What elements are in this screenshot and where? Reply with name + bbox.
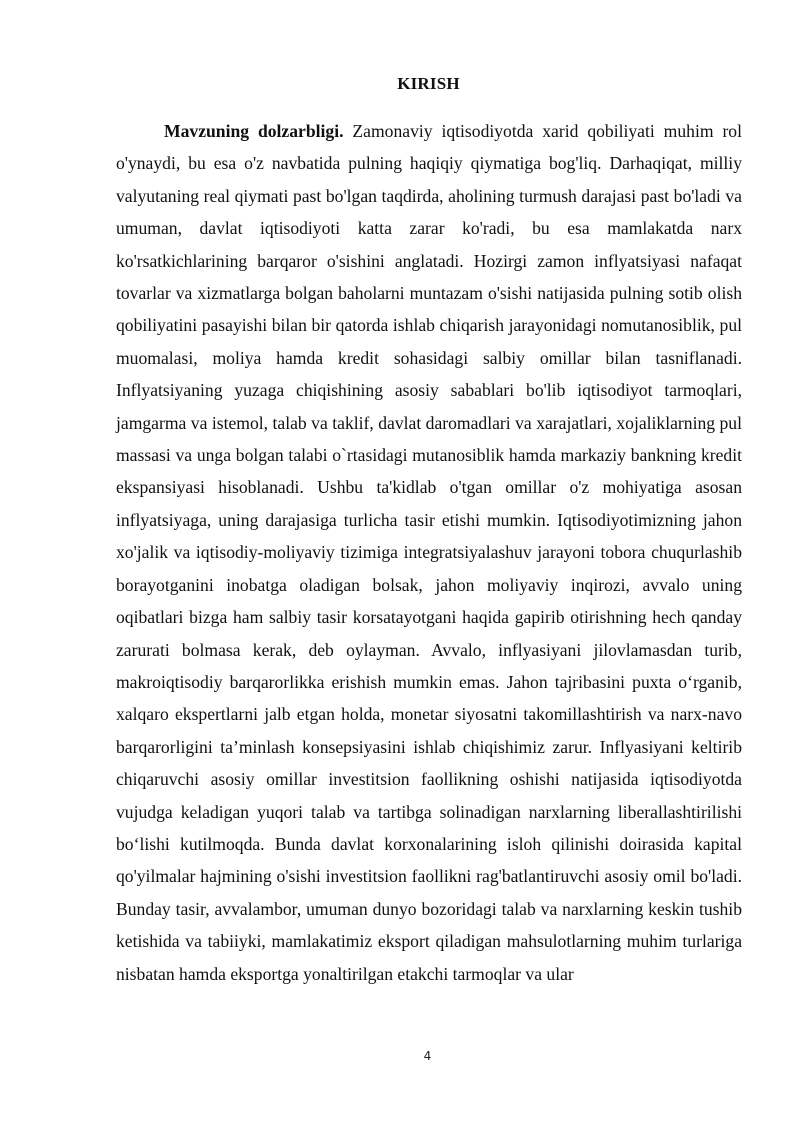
page-title: KIRISH	[397, 74, 460, 93]
paragraph-lead: Mavzuning dolzarbligi.	[164, 121, 344, 141]
page-number: 4	[423, 1049, 432, 1063]
paragraph-body: Zamonaviy iqtisodiyotda xarid qobiliyati muhim rol o'ynaydi, bu esa o'z navbatida pulning haqiqiy qiymatiga bog'liq. Darhaqiqat, milliy valyutaning real qiymati past bo'lgan taqdirda, aholining turmush darajasi past bo'ladi va umuman, davlat iqtisodiyoti katta zarar ko'radi, bu esa mamlakatda narx ko'rsatkichlarining barqaror o'sishini anglatadi. Hozirgi zamon inflyatsiyasi nafaqat tovarlar va xizmatlarga bolgan baholarni muntazam o'sishi natijasida pulning sotib olish qobiliyatini pasayishi bilan bir qatorda ishlab chiqarish jarayonidagi nomutanosiblik, pul muomalasi, moliya hamda kredit sohasidagi salbiy omillar bilan tasniflanadi. Inflyatsiyaning yuzaga chiqishining asosiy sabablari bo'lib iqtisodiyot tarmoqlari, jamgarma va istemol, talab va taklif, davlat daromadlari va xarajatlari, xojaliklarning pul massasi va unga bolgan talabi o`rtasidagi mutanosiblik hamda markaziy bankning kredit ekspansiyasi hisoblanadi. Ushbu ta'kidlab o'tgan omillar o'z mohiyatiga asosan inflyatsiyaga, uning darajasiga turlicha tasir etishi mumkin. Iqtisodiyotimizning jahon xo'jalik va iqtisodiy-moliyaviy tizimiga integratsiyalashuv jarayoni tobora chuqurlashib borayotganini inobatga oladigan bolsak, jahon moliyaviy inqirozi, avvalo uning oqibatlari bizga ham salbiy tasir korsatayotgani haqida gapirib otirishning hech qanday zarurati bolmasa kerak, deb oylayman. Avvalo, inflyasiyani jilovlamasdan turib, makroiqtisodiy barqarorlikka erishish mumkin emas. Jahon tajribasini puxta o‘rganib, xalqaro ekspertlarni jalb etgan holda, monetar siyosatni takomillashtirish va narx-navo barqarorligini ta’minlash konsepsiyasini ishlab chiqishimiz zarur. Inflyasiyani keltirib chiqaruvchi asosiy omillar investitsion faollikning oshishi natijasida iqtisodiyotda vujudga keladigan yuqori talab va tartibga solinadigan narxlarning liberallashtirilishi bo‘lishi kutilmoqda. Bunda davlat korxonalarining isloh qilinishi doirasida kapital qo'yilmalar hajmining o'sishi investitsion faollikni rag'batlantiruvchi asosiy omil bo'ladi. Bunday tasir, avvalambor, umuman dunyo bozoridagi talab va narxlarning keskin tushib ketishida va tabiiyki, mamlakatimiz eksport qiladigan mahsulotlarning muhim turlariga nisbatan hamda eksportga yonaltirilgan etakchi tarmoqlar va ular	[116, 121, 742, 984]
body-paragraph	[116, 115, 742, 990]
